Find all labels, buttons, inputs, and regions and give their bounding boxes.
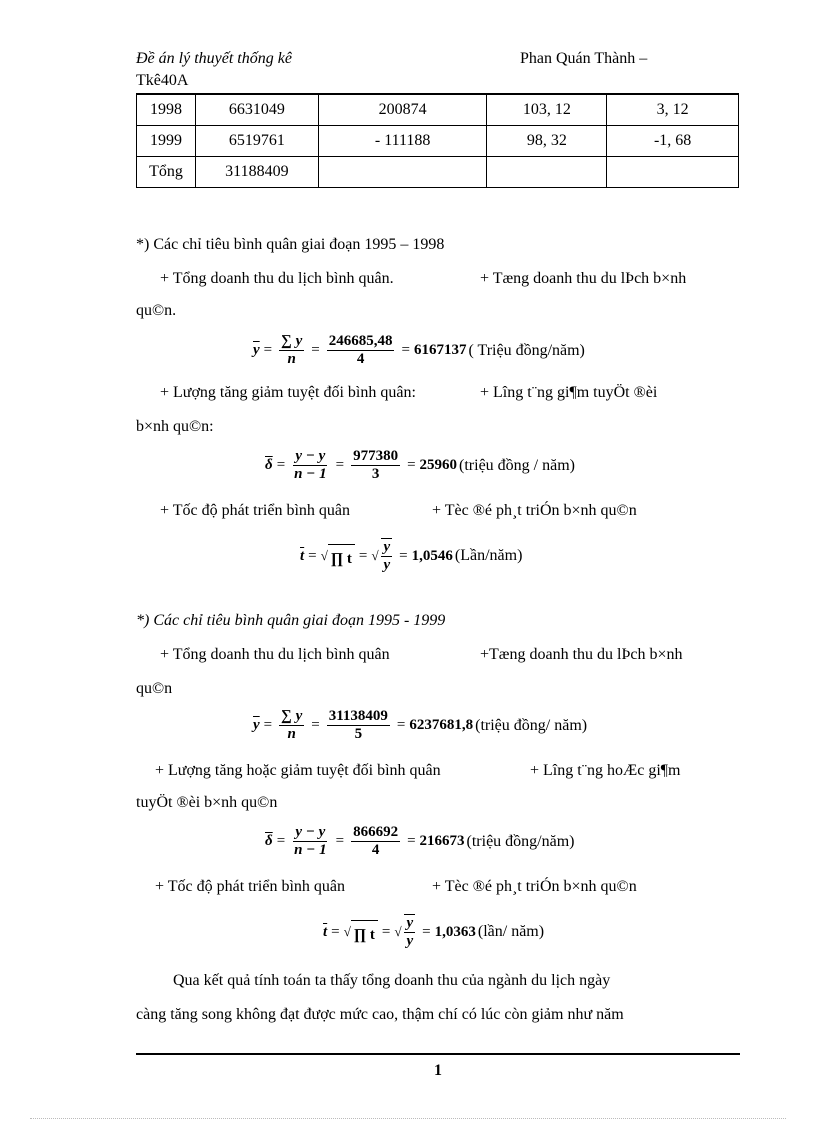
formula-den: n <box>287 351 296 367</box>
formula-product: ∏ t <box>328 544 355 568</box>
header-class-code: Tkê40A <box>136 72 189 89</box>
section1-item1-text: + Tổng doanh thu du lịch bình quân. <box>160 270 394 287</box>
formula-mean-1995-1999: $\overline{y}$ = $\frac{\sum y}{n}$ = $\frac{31138409}{5}$ = 6237681,8 (triệu đồng/ năm) <box>253 708 588 742</box>
formula-ratio-num: y <box>406 915 414 931</box>
section2-item1-text: + Tổng doanh thu du lịch bình quân <box>160 646 390 663</box>
formula-num: ∑ y <box>281 333 303 349</box>
formula-growth-1995-1999: $\overline{t}$ = √ ∏ t = √ $\frac{y}{y}$ = 1,0363 (lần/ năm) <box>323 915 545 949</box>
table-cell <box>318 157 487 188</box>
section1-item3-garbled: + Tèc ®é ph¸t triÓn b×nh qu©n <box>432 502 637 519</box>
formula-result: 216673 <box>419 833 465 849</box>
section1-item2-garbled: + Lîng t¨ng gi¶m tuyÖt ®èi <box>480 384 658 401</box>
formula-den-value: 4 <box>371 842 380 858</box>
table-cell: 31188409 <box>195 157 318 188</box>
conclusion-line2: càng tăng song không đạt được mức cao, thậm chí có lúc còn giảm như năm <box>136 1006 624 1023</box>
formula-num-value: 977380 <box>353 448 399 464</box>
formula-result: 1,0546 <box>411 547 453 564</box>
section2-item1-garbled: +Tæng doanh thu du lÞch b×nh <box>480 646 683 663</box>
section2-item3-garbled: + Tèc ®é ph¸t triÓn b×nh qu©n <box>432 878 637 895</box>
revenue-table <box>136 93 739 188</box>
table-row <box>137 94 739 126</box>
table-cell: -1, 68 <box>607 126 739 157</box>
table-cell: 6519761 <box>195 126 318 157</box>
formula-num: y − y <box>295 824 326 840</box>
section1-item1-garbled: + Tæng doanh thu du lÞch b×nh <box>480 270 687 287</box>
section1-item1-cont: qu©n. <box>136 302 177 319</box>
table-cell: 1999 <box>137 126 196 157</box>
table-cell: 6631049 <box>195 94 318 126</box>
formula-unit: (triệu đồng / năm) <box>459 456 575 474</box>
table-cell <box>607 157 739 188</box>
formula-lhs: $\overline{\delta}$ <box>265 833 273 849</box>
page-number: 1 <box>434 1062 442 1079</box>
section2-item1-cont: qu©n <box>136 680 173 697</box>
footer-rule <box>136 1053 740 1055</box>
header-author: Phan Quán Thành – <box>520 50 648 67</box>
table-cell <box>487 157 607 188</box>
formula-unit: (triệu đồng/năm) <box>466 832 575 850</box>
formula-mean-1995-1998: $\overline{y}$ = $\frac{\sum y}{n}$ = $\frac{246685,48}{4}$ = 6167137 ( Triệu đồng/năm) <box>253 333 585 367</box>
formula-growth-1995-1998: $\overline{t}$ = √ ∏ t = √ $\frac{y}{y}$ = 1,0546 (Lần/năm) <box>300 539 523 573</box>
formula-num-value: 31138409 <box>328 708 388 724</box>
formula-unit: ( Triệu đồng/năm) <box>468 341 585 359</box>
table-cell: 200874 <box>318 94 487 126</box>
formula-result: 6167137 <box>413 342 467 358</box>
formula-unit: (lần/ năm) <box>477 923 545 940</box>
formula-den-value: 5 <box>354 726 363 742</box>
formula-den-value: 4 <box>356 351 365 367</box>
formula-num-value: 246685,48 <box>328 333 393 349</box>
table-row <box>137 126 739 157</box>
table-cell: 3, 12 <box>607 94 739 126</box>
formula-delta-1995-1999: $\overline{\delta}$ = $\frac{y - y}{n - 1}$ = $\frac{866692}{4}$ = 216673 (triệu đồng/năm) <box>265 824 575 858</box>
formula-result: 1,0363 <box>434 923 476 940</box>
formula-unit: (Lần/năm) <box>454 547 523 564</box>
table-cell: 1998 <box>137 94 196 126</box>
table-cell: 98, 32 <box>487 126 607 157</box>
formula-result: 6237681,8 <box>409 717 474 733</box>
section2-item3-text: + Tốc độ phát triển bình quân <box>155 878 346 895</box>
table-cell: - 111188 <box>318 126 487 157</box>
formula-den: n <box>287 726 296 742</box>
formula-lhs: $\overline{t}$ <box>323 923 328 940</box>
header-title: Đề án lý thuyết thống kê <box>136 50 292 67</box>
table-cell: Tổng <box>137 157 196 188</box>
formula-lhs: $\overline{y}$ <box>253 342 260 358</box>
section2-heading: *) Các chỉ tiêu bình quân giai đoạn 1995 - 1999 <box>136 612 446 629</box>
section1-item3-text: + Tốc độ phát triển bình quân <box>160 502 351 519</box>
formula-num: ∑ y <box>281 708 303 724</box>
section1-item2-text: + Lượng tăng giảm tuyệt đối bình quân: <box>160 384 416 401</box>
formula-ratio-den: y <box>383 557 391 573</box>
section2-item2-garbled: + Lîng t¨ng hoÆc gi¶m <box>530 762 681 779</box>
formula-den-value: 3 <box>371 466 380 482</box>
formula-delta-1995-1998: $\overline{\delta}$ = $\frac{y - y}{n - 1}$ = $\frac{977380}{3}$ = 25960 (triệu đồng / năm) <box>265 448 575 482</box>
formula-product: ∏ t <box>351 920 378 944</box>
formula-den: n − 1 <box>294 842 327 858</box>
section2-item2-text: + Lượng tăng hoặc giảm tuyệt đối bình quân <box>155 762 441 779</box>
section2-item2-cont: tuyÖt ®èi b×nh qu©n <box>136 794 278 811</box>
section1-heading: *) Các chỉ tiêu bình quân giai đoạn 1995 – 1998 <box>136 236 445 253</box>
page-edge <box>30 1118 786 1119</box>
formula-lhs: $\overline{y}$ <box>253 717 260 733</box>
section1-item2-cont: b×nh qu©n: <box>136 418 214 435</box>
formula-den: n − 1 <box>294 466 327 482</box>
table-cell: 103, 12 <box>487 94 607 126</box>
table-row <box>137 157 739 188</box>
formula-lhs: $\overline{t}$ <box>300 547 305 564</box>
conclusion-line1: Qua kết quả tính toán ta thấy tổng doanh thu của ngành du lịch ngày <box>173 972 611 989</box>
formula-num: y − y <box>295 448 326 464</box>
formula-num-value: 866692 <box>353 824 399 840</box>
formula-unit: (triệu đồng/ năm) <box>475 716 588 734</box>
formula-lhs: $\overline{\delta}$ <box>265 457 273 473</box>
formula-ratio-den: y <box>406 933 414 949</box>
formula-result: 25960 <box>419 457 458 473</box>
formula-ratio-num: y <box>383 539 391 555</box>
